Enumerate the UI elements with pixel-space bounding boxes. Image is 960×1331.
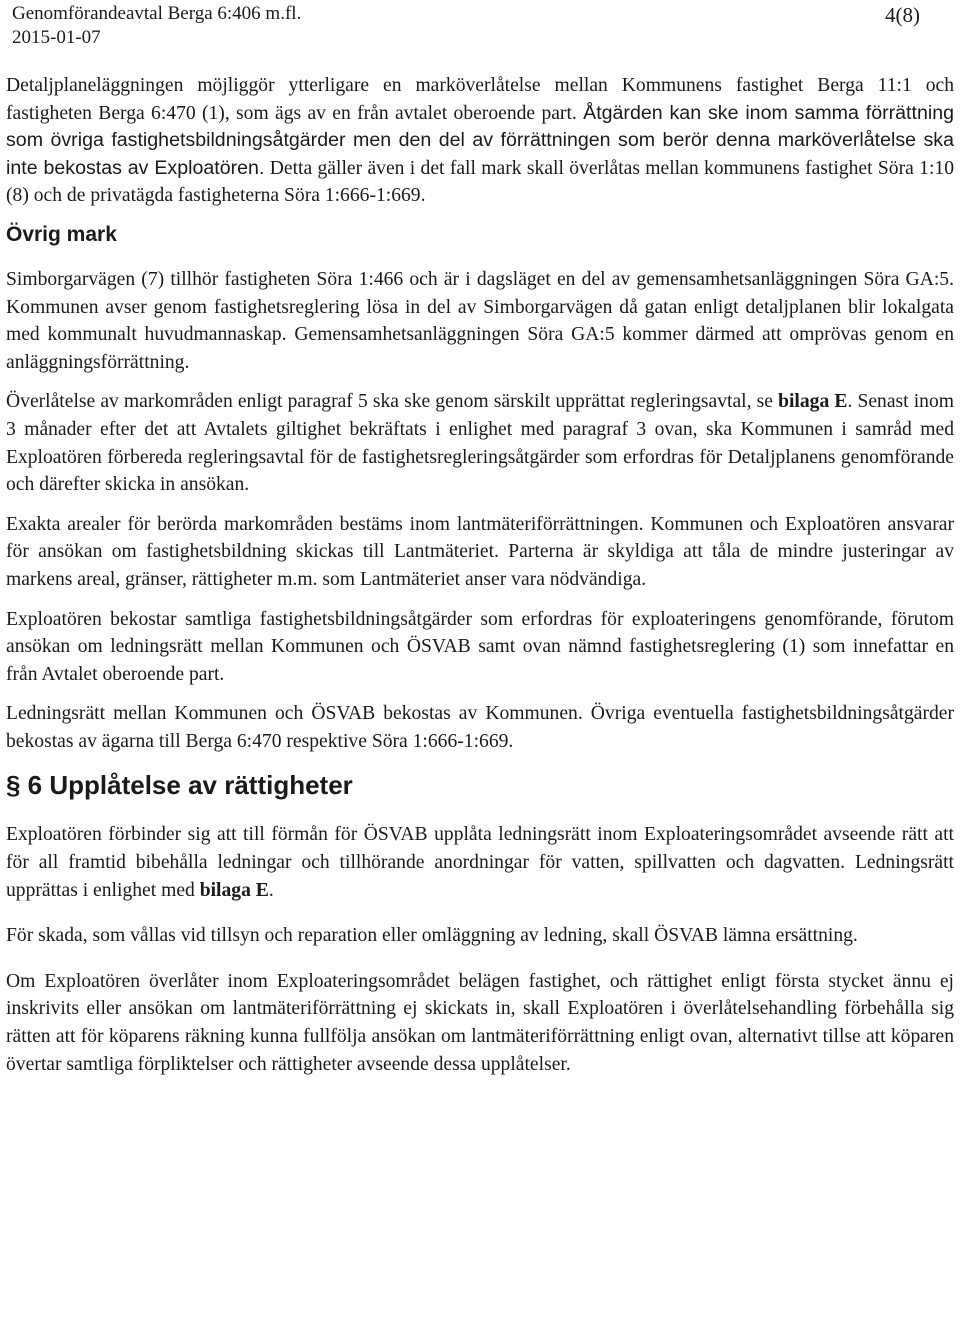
bilaga-e-reference: bilaga E (199, 879, 269, 901)
intro-text-a: Detaljplaneläggningen möjliggör ytterligare en marköverlåtelse mellan Kommunens fastighet Berga 11:1 och fastigheten Berga 6:470 (1), som ägs av en från avtalet oberoende part. (6, 75, 954, 124)
section-6-paragraph-2: För skada, som vållas vid tillsyn och reparation eller omläggning av ledning, skall ÖSVAB lämna ersättning. (6, 925, 858, 947)
bilaga-e-reference: bilaga E (778, 391, 848, 413)
section-6-p1-text-a: Exploatören förbinder sig att till förmån för ÖSVAB upplåta ledningsrätt inom Exploateringsområdet avseende rätt att för all framtid bibehålla ledningar och tillhörande anordningar för vatten, spillvatten och dagvatten. Ledningsrätt upprättas i enlighet med (6, 824, 954, 901)
ovrig-mark-paragraph-3: Exakta arealer för berörda markområden bestäms inom lantmäteriförrättningen. Kommunen och Exploatören ansvarar för ansökan om fastighetsbildning skickas till Lantmäteriet. Parterna är skyldiga att tåla de mindre justeringar av markens areal, gränser, rättigheter m.m. som Lantmäteriet anser vara nödvändiga. (6, 513, 954, 590)
section-6-p1-text-b: . (268, 879, 274, 901)
section-6-paragraph-1 (6, 821, 954, 904)
document-date: 2015-01-07 (12, 27, 101, 48)
section-6-heading: § 6 Upplåtelse av rättigheter (6, 770, 353, 801)
document-title: Genomförandeavtal Berga 6:406 m.fl. (12, 3, 302, 24)
document-body (6, 72, 954, 1078)
intro-paragraph (6, 72, 954, 210)
intro-text-b: Åtgärden kan ske inom samma förrättning som övriga fastighetsbildningsåtgärder men den del av förrättningen som berör denna marköverlåtelse ska inte bekostas av Exploatören. (6, 101, 954, 179)
ovrig-mark-paragraph-1: Simborgarvägen (7) tillhör fastigheten Söra 1:466 och är i dagsläget en del av gemensamhetsanläggningen Söra GA:5. Kommunen avser genom fastighetsreglering lösa in del av Simborgarvägen då gatan enligt detaljplanen blir lokalgata med kommunalt huvudmannaskap. Gemensamhetsanläggningen Söra GA:5 kommer därmed att omprövas genom en anläggningsförrättning. (6, 268, 954, 373)
ovrig-mark-heading: Övrig mark (6, 222, 117, 246)
page-number: 4(8) (885, 3, 920, 27)
section-6-paragraph-3: Om Exploatören överlåter inom Exploateringsområdet belägen fastighet, och rättighet enligt första stycket ännu ej inskrivits eller ansökan om lantmäteriförrättning ej skickats in, skall Exploatören i överlåtelsehandling förbehålla sig rätten att för köparens räkning kunna fullfölja ansökan om lantmäteriförrättning enligt ovan, alternativt tillse att köparen övertar samtliga förpliktelser och rättigheter avseende dessa upplåtelser. (6, 970, 954, 1075)
ovrig-mark-p2-text-b: . Senast inom 3 månader efter det att Avtalets giltighet bekräftats i enlighet med paragraf 3 ovan, ska Kommunen i samråd med Exploatören förbereda regleringsavtal för de fastighetsregleringsåtgärder som erfordras för Detaljplanens genomförande och därefter skicka in ansökan. (6, 391, 954, 496)
ovrig-mark-paragraph-5: Ledningsrätt mellan Kommunen och ÖSVAB bekostas av Kommunen. Övriga eventuella fastighetsbildningsåtgärder bekostas av ägarna till Berga 6:470 respektive Söra 1:666-1:669. (6, 703, 954, 752)
ovrig-mark-paragraph-4: Exploatören bekostar samtliga fastighetsbildningsåtgärder som erfordras för exploateringens genomförande, förutom ansökan om ledningsrätt mellan Kommunen och ÖSVAB samt ovan nämnd fastighetsreglering (1) som innefattar en från Avtalet oberoende part. (6, 608, 954, 685)
intro-text-c: Detta gäller även i det fall mark skall överlåtas mellan kommunens fastighet Söra 1:10 (8) och de privatägda fastigheterna Söra 1:666-1:669. (6, 157, 954, 207)
ovrig-mark-p2-text-a: Överlåtelse av markområden enligt paragraf 5 ska ske genom särskilt upprättat regleringsavtal, se (6, 391, 779, 413)
page-header (6, 0, 954, 52)
ovrig-mark-paragraph-2 (6, 388, 954, 498)
